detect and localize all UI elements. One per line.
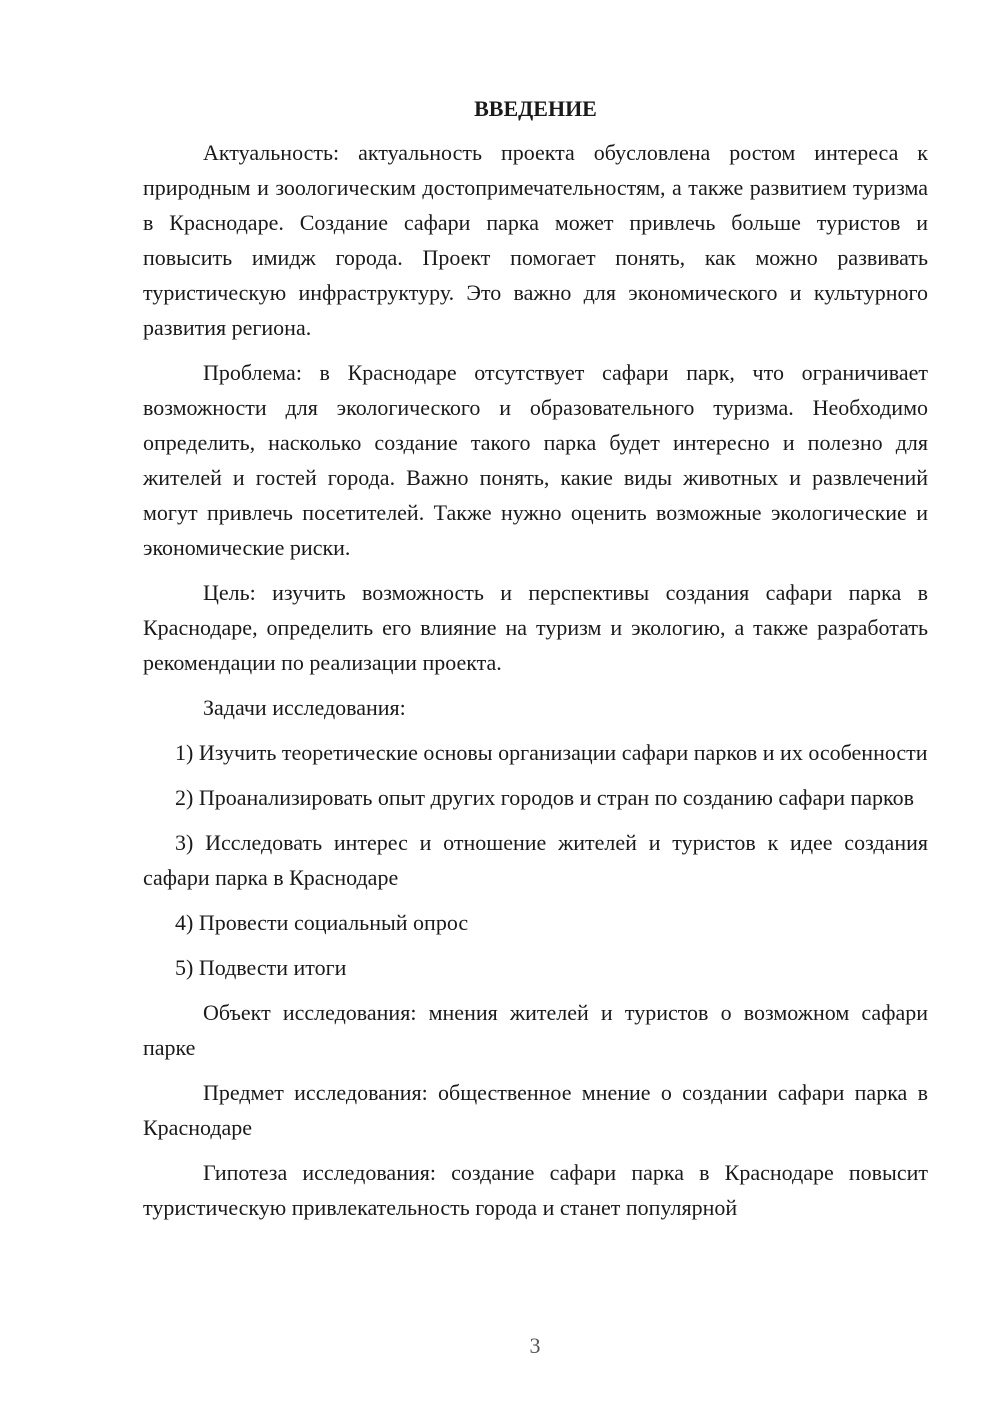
paragraph-goal: Цель: изучить возможность и перспективы создания сафари парка в Краснодаре, определить его влияние на туризм и экологию, а также разработать рекомендации по реализации проекта. <box>143 580 928 675</box>
paragraph-subject: Предмет исследования: общественное мнение о создании сафари парка в Краснодаре <box>143 1080 928 1140</box>
paragraph-hypothesis: Гипотеза исследования: создание сафари парка в Краснодаре повысит туристическую привлекательность города и станет популярной <box>143 1160 928 1220</box>
task-item: 5) Подвести итоги <box>175 955 347 980</box>
section-title: ВВЕДЕНИЕ <box>474 96 597 121</box>
task-item: 1) Изучить теоретические основы организации сафари парков и их особенности <box>175 740 928 765</box>
paragraph-object: Объект исследования: мнения жителей и туристов о возможном сафари парке <box>143 1000 928 1060</box>
task-item: 4) Провести социальный опрос <box>175 910 469 935</box>
page-content <box>143 95 928 1235</box>
task-item: 3) Исследовать интерес и отношение жителей и туристов к идее создания сафари парка в Краснодаре <box>143 830 928 890</box>
page-number: 3 <box>529 1333 541 1358</box>
paragraph-relevance: Актуальность: актуальность проекта обусловлена ростом интереса к природным и зоологическим достопримечательностям, а также развитием туризма в Краснодаре. Создание сафари парка может привлечь больше туристов и повысить имидж города. Проект помогает понять, как можно развивать туристическую инфраструктуру. Это важно для экономического и культурного развития региона. <box>143 140 928 340</box>
paragraph-problem: Проблема: в Краснодаре отсутствует сафари парк, что ограничивает возможности для экологического и образовательного туризма. Необходимо определить, насколько создание такого парка будет интересно и полезно для жителей и гостей города. Важно понять, какие виды животных и развлечений могут привлечь посетителей. Также нужно оценить возможные экологические и экономические риски. <box>143 360 928 560</box>
paragraph-tasks-heading: Задачи исследования: <box>203 695 406 720</box>
task-item: 2) Проанализировать опыт других городов и стран по созданию сафари парков <box>175 785 914 810</box>
